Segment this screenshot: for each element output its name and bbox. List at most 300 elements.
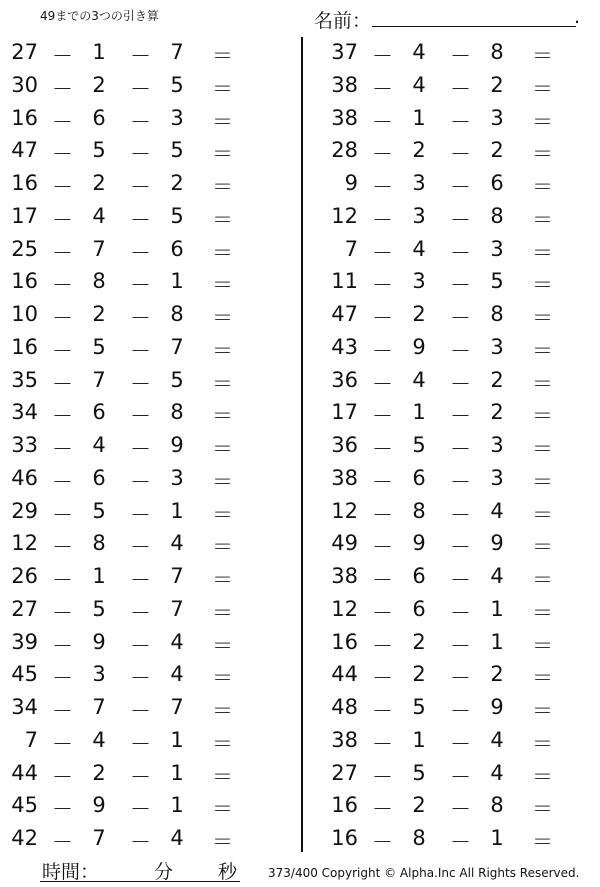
equals-sign: ＝ — [532, 142, 553, 167]
subtrahend-2: 4 — [170, 531, 184, 556]
subtrahend-2: 8 — [490, 203, 504, 228]
minuend: 35 — [11, 367, 38, 392]
minus-sign: － — [130, 404, 151, 429]
minuend: 44 — [11, 760, 38, 785]
minuend: 28 — [331, 138, 358, 163]
minus-sign: － — [130, 502, 151, 527]
problem-row — [0, 659, 270, 692]
minus-sign: － — [450, 404, 471, 429]
subtrahend-2: 2 — [490, 400, 504, 425]
equals-sign: ＝ — [212, 764, 233, 789]
minuend: 36 — [331, 367, 358, 392]
subtrahend-2: 4 — [490, 727, 504, 752]
minus-sign: － — [52, 633, 73, 658]
subtrahend-1: 3 — [412, 171, 426, 195]
minuend: 30 — [11, 72, 38, 97]
minus-sign: － — [372, 699, 393, 723]
minuend: 38 — [331, 465, 358, 490]
minus-sign: － — [130, 568, 151, 592]
subtrahend-2: 3 — [490, 433, 504, 457]
name-input-line[interactable] — [372, 26, 576, 27]
minus-sign: － — [52, 207, 73, 232]
minus-sign: － — [372, 142, 393, 167]
minus-sign: － — [52, 699, 73, 723]
subtrahend-1: 7 — [92, 826, 106, 850]
minus-sign: － — [372, 273, 393, 298]
minus-sign: － — [130, 830, 151, 854]
minuend: 37 — [331, 40, 358, 64]
minus-sign: － — [52, 273, 73, 298]
subtrahend-1: 2 — [412, 629, 426, 654]
subtrahend-1: 9 — [92, 793, 106, 818]
subtrahend-2: 2 — [490, 662, 504, 687]
minus-sign: － — [372, 600, 393, 625]
subtrahend-1: 9 — [412, 334, 426, 359]
equals-sign: ＝ — [212, 207, 233, 232]
minus-sign: － — [450, 437, 471, 461]
minus-sign: － — [450, 699, 471, 723]
minus-sign: － — [52, 502, 73, 527]
minus-sign: － — [130, 633, 151, 658]
minus-sign: － — [450, 371, 471, 396]
equals-sign: ＝ — [532, 207, 553, 232]
subtrahend-2: 3 — [490, 465, 504, 490]
minus-sign: － — [372, 371, 393, 396]
minuend: 38 — [331, 105, 358, 130]
subtrahend-2: 1 — [170, 269, 184, 294]
minuend: 46 — [11, 465, 38, 490]
problem-row — [320, 692, 590, 725]
minus-sign: － — [130, 142, 151, 167]
subtrahend-2: 8 — [490, 793, 504, 818]
subtrahend-1: 2 — [92, 760, 106, 785]
problem-row — [320, 430, 590, 463]
minus-sign: － — [450, 633, 471, 658]
minuend: 45 — [11, 662, 38, 687]
equals-sign: ＝ — [532, 273, 553, 298]
minus-sign: － — [52, 142, 73, 167]
minus-sign: － — [52, 600, 73, 625]
minuend: 27 — [11, 596, 38, 621]
equals-sign: ＝ — [532, 469, 553, 494]
equals-sign: ＝ — [212, 240, 233, 265]
subtrahend-2: 1 — [170, 760, 184, 785]
subtrahend-1: 7 — [92, 695, 106, 719]
minuend: 29 — [11, 498, 38, 523]
minuend: 10 — [11, 302, 38, 326]
subtrahend-1: 5 — [92, 334, 106, 359]
equals-sign: ＝ — [532, 502, 553, 527]
subtrahend-1: 5 — [92, 138, 106, 163]
subtrahend-2: 4 — [170, 826, 184, 850]
minus-sign: － — [130, 44, 151, 68]
subtrahend-1: 9 — [92, 629, 106, 654]
problem-row — [320, 234, 590, 267]
equals-sign: ＝ — [532, 437, 553, 461]
minus-sign: － — [450, 142, 471, 167]
minus-sign: － — [52, 44, 73, 68]
minus-sign: － — [52, 437, 73, 461]
equals-sign: ＝ — [532, 306, 553, 330]
minus-sign: － — [450, 666, 471, 691]
minuend: 34 — [11, 400, 38, 425]
column-divider — [301, 37, 303, 852]
right-problem-column — [320, 37, 590, 856]
minus-sign: － — [372, 830, 393, 854]
problem-row — [0, 430, 270, 463]
subtrahend-1: 5 — [412, 695, 426, 719]
minus-sign: － — [52, 175, 73, 199]
minus-sign: － — [450, 600, 471, 625]
minus-sign: － — [450, 207, 471, 232]
minuend: 25 — [11, 236, 38, 261]
minus-sign: － — [52, 535, 73, 560]
subtrahend-1: 2 — [92, 171, 106, 195]
minus-sign: － — [52, 76, 73, 101]
minuend: 27 — [11, 40, 38, 64]
problem-row — [320, 103, 590, 136]
subtrahend-1: 4 — [412, 367, 426, 392]
minus-sign: － — [130, 240, 151, 265]
minus-sign: － — [52, 830, 73, 854]
subtrahend-1: 2 — [412, 793, 426, 818]
minus-sign: － — [372, 404, 393, 429]
problem-row — [0, 266, 270, 299]
problem-row — [0, 528, 270, 561]
problem-row — [0, 70, 270, 103]
minus-sign: － — [52, 338, 73, 363]
minus-sign: － — [372, 731, 393, 756]
minus-sign: － — [130, 76, 151, 101]
minuend: 36 — [331, 433, 358, 457]
subtrahend-1: 3 — [412, 269, 426, 294]
minus-sign: － — [52, 371, 73, 396]
problem-row — [0, 299, 270, 332]
equals-sign: ＝ — [212, 699, 233, 723]
subtrahend-1: 4 — [412, 40, 426, 64]
equals-sign: ＝ — [212, 633, 233, 658]
left-problem-column — [0, 37, 270, 856]
minuend: 11 — [331, 269, 358, 294]
subtrahend-2: 4 — [170, 629, 184, 654]
subtrahend-2: 1 — [490, 629, 504, 654]
problem-row — [0, 725, 270, 758]
minus-sign: － — [450, 568, 471, 592]
minus-sign: － — [372, 175, 393, 199]
minuend: 16 — [11, 171, 38, 195]
subtrahend-1: 4 — [92, 433, 106, 457]
subtrahend-2: 5 — [170, 138, 184, 163]
minuend: 17 — [331, 400, 358, 425]
minus-sign: － — [52, 764, 73, 789]
subtrahend-1: 1 — [92, 564, 106, 588]
equals-sign: ＝ — [532, 175, 553, 199]
subtrahend-2: 6 — [490, 171, 504, 195]
minus-sign: － — [372, 502, 393, 527]
name-line-dot: . — [574, 6, 581, 28]
problem-row — [0, 397, 270, 430]
subtrahend-1: 2 — [92, 302, 106, 326]
minus-sign: － — [372, 306, 393, 330]
problem-row — [320, 463, 590, 496]
minus-sign: － — [52, 306, 73, 330]
minuend: 12 — [11, 531, 38, 556]
minuend: 16 — [11, 334, 38, 359]
subtrahend-2: 4 — [490, 498, 504, 523]
minus-sign: － — [450, 240, 471, 265]
subtrahend-1: 6 — [412, 465, 426, 490]
problem-row — [0, 692, 270, 725]
problem-row — [320, 659, 590, 692]
equals-sign: ＝ — [532, 731, 553, 756]
equals-sign: ＝ — [212, 830, 233, 854]
minus-sign: － — [130, 371, 151, 396]
problem-row — [320, 365, 590, 398]
minus-sign: － — [372, 633, 393, 658]
minuend: 38 — [331, 72, 358, 97]
minuend: 27 — [331, 760, 358, 785]
equals-sign: ＝ — [212, 338, 233, 363]
problem-row — [0, 332, 270, 365]
equals-sign: ＝ — [212, 142, 233, 167]
subtrahend-2: 5 — [490, 269, 504, 294]
equals-sign: ＝ — [532, 764, 553, 789]
worksheet-title: 49までの3つの引き算 — [40, 9, 159, 23]
subtrahend-2: 2 — [170, 171, 184, 195]
subtrahend-2: 3 — [170, 105, 184, 130]
minus-sign: － — [130, 731, 151, 756]
problem-row — [320, 266, 590, 299]
equals-sign: ＝ — [212, 535, 233, 560]
subtrahend-2: 1 — [490, 826, 504, 850]
minus-sign: － — [450, 797, 471, 822]
subtrahend-2: 3 — [170, 465, 184, 490]
subtrahend-2: 7 — [170, 40, 184, 64]
problem-row — [320, 496, 590, 529]
equals-sign: ＝ — [532, 797, 553, 822]
problem-row — [320, 299, 590, 332]
minuend: 48 — [331, 695, 358, 719]
minuend: 12 — [331, 203, 358, 228]
minus-sign: － — [450, 535, 471, 560]
minus-sign: － — [450, 338, 471, 363]
minuend: 16 — [331, 793, 358, 818]
subtrahend-1: 6 — [92, 105, 106, 130]
minus-sign: － — [130, 338, 151, 363]
equals-sign: ＝ — [532, 371, 553, 396]
minus-sign: － — [372, 535, 393, 560]
minus-sign: － — [372, 338, 393, 363]
subtrahend-2: 6 — [170, 236, 184, 261]
minuend: 9 — [344, 171, 358, 195]
subtrahend-1: 5 — [412, 760, 426, 785]
minus-sign: － — [450, 273, 471, 298]
minus-sign: － — [130, 273, 151, 298]
problem-row — [320, 594, 590, 627]
subtrahend-2: 5 — [170, 367, 184, 392]
problem-row — [320, 823, 590, 856]
minus-sign: － — [372, 469, 393, 494]
equals-sign: ＝ — [212, 437, 233, 461]
minus-sign: － — [372, 568, 393, 592]
subtrahend-2: 1 — [170, 727, 184, 752]
minuend: 7 — [344, 236, 358, 261]
problem-row — [320, 790, 590, 823]
problem-row — [320, 70, 590, 103]
subtrahend-2: 2 — [490, 367, 504, 392]
problem-row — [320, 725, 590, 758]
equals-sign: ＝ — [212, 469, 233, 494]
equals-sign: ＝ — [532, 699, 553, 723]
equals-sign: ＝ — [532, 44, 553, 68]
subtrahend-1: 4 — [412, 72, 426, 97]
minus-sign: － — [52, 797, 73, 822]
subtrahend-1: 7 — [92, 367, 106, 392]
equals-sign: ＝ — [212, 109, 233, 134]
problem-row — [0, 594, 270, 627]
minuend: 34 — [11, 695, 38, 719]
minuend: 16 — [331, 826, 358, 850]
minus-sign: － — [130, 797, 151, 822]
timer-seconds-label: 秒 — [218, 861, 238, 883]
subtrahend-1: 2 — [92, 72, 106, 97]
equals-sign: ＝ — [212, 371, 233, 396]
equals-sign: ＝ — [532, 535, 553, 560]
subtrahend-2: 1 — [170, 793, 184, 818]
subtrahend-1: 9 — [412, 531, 426, 556]
subtrahend-2: 8 — [170, 302, 184, 326]
subtrahend-2: 7 — [170, 334, 184, 359]
problem-row — [0, 823, 270, 856]
subtrahend-1: 6 — [92, 465, 106, 490]
minus-sign: － — [372, 240, 393, 265]
minus-sign: － — [130, 600, 151, 625]
minuend: 47 — [11, 138, 38, 163]
minus-sign: － — [130, 437, 151, 461]
problem-row — [320, 528, 590, 561]
minuend: 17 — [11, 203, 38, 228]
problem-row — [0, 790, 270, 823]
minus-sign: － — [372, 797, 393, 822]
equals-sign: ＝ — [212, 797, 233, 822]
equals-sign: ＝ — [532, 240, 553, 265]
problem-row — [0, 201, 270, 234]
problem-row — [320, 135, 590, 168]
problem-row — [320, 332, 590, 365]
minus-sign: － — [372, 764, 393, 789]
minuend: 38 — [331, 727, 358, 752]
equals-sign: ＝ — [532, 404, 553, 429]
subtrahend-2: 7 — [170, 695, 184, 719]
subtrahend-2: 7 — [170, 564, 184, 588]
problem-row — [0, 365, 270, 398]
problem-row — [320, 168, 590, 201]
minuend: 12 — [331, 596, 358, 621]
minuend: 45 — [11, 793, 38, 818]
equals-sign: ＝ — [532, 109, 553, 134]
minus-sign: － — [130, 207, 151, 232]
problem-row — [0, 168, 270, 201]
subtrahend-2: 7 — [170, 596, 184, 621]
name-label: 名前： — [314, 10, 372, 32]
subtrahend-1: 8 — [92, 531, 106, 556]
subtrahend-2: 8 — [490, 302, 504, 326]
minus-sign: － — [130, 535, 151, 560]
subtrahend-1: 4 — [412, 236, 426, 261]
minus-sign: － — [52, 240, 73, 265]
minus-sign: － — [450, 830, 471, 854]
minus-sign: － — [372, 109, 393, 134]
subtrahend-2: 1 — [170, 498, 184, 523]
minus-sign: － — [130, 175, 151, 199]
minuend: 38 — [331, 564, 358, 588]
problem-row — [320, 201, 590, 234]
subtrahend-2: 4 — [490, 760, 504, 785]
equals-sign: ＝ — [212, 502, 233, 527]
minuend: 26 — [11, 564, 38, 588]
minus-sign: － — [450, 44, 471, 68]
problem-row — [320, 561, 590, 594]
equals-sign: ＝ — [532, 830, 553, 854]
equals-sign: ＝ — [212, 175, 233, 199]
equals-sign: ＝ — [212, 568, 233, 592]
equals-sign: ＝ — [212, 404, 233, 429]
equals-sign: ＝ — [212, 731, 233, 756]
problem-row — [0, 234, 270, 267]
subtrahend-1: 2 — [412, 302, 426, 326]
minus-sign: － — [130, 109, 151, 134]
subtrahend-1: 8 — [412, 498, 426, 523]
minuend: 16 — [331, 629, 358, 654]
subtrahend-1: 1 — [412, 105, 426, 130]
minus-sign: － — [130, 764, 151, 789]
equals-sign: ＝ — [212, 666, 233, 691]
problem-row — [320, 397, 590, 430]
subtrahend-2: 3 — [490, 236, 504, 261]
subtrahend-2: 9 — [490, 695, 504, 719]
minus-sign: － — [130, 306, 151, 330]
minuend: 12 — [331, 498, 358, 523]
minuend: 44 — [331, 662, 358, 687]
equals-sign: ＝ — [532, 666, 553, 691]
minus-sign: － — [372, 437, 393, 461]
subtrahend-1: 6 — [412, 596, 426, 621]
equals-sign: ＝ — [532, 633, 553, 658]
minuend: 42 — [11, 826, 38, 850]
subtrahend-2: 9 — [170, 433, 184, 457]
subtrahend-2: 8 — [170, 400, 184, 425]
minuend: 16 — [11, 269, 38, 294]
minus-sign: － — [372, 44, 393, 68]
subtrahend-2: 4 — [170, 662, 184, 687]
subtrahend-1: 4 — [92, 203, 106, 228]
problem-row — [0, 37, 270, 70]
subtrahend-1: 3 — [412, 203, 426, 228]
subtrahend-2: 8 — [490, 40, 504, 64]
subtrahend-1: 5 — [412, 433, 426, 457]
minus-sign: － — [450, 469, 471, 494]
copyright-footer: 373/400 Copyright © Alpha.Inc All Rights Reserved. — [268, 866, 580, 880]
subtrahend-2: 2 — [490, 138, 504, 163]
minus-sign: － — [52, 731, 73, 756]
minus-sign: － — [450, 764, 471, 789]
minuend: 16 — [11, 105, 38, 130]
minuend: 7 — [24, 727, 38, 752]
minus-sign: － — [450, 76, 471, 101]
equals-sign: ＝ — [532, 76, 553, 101]
problem-row — [320, 627, 590, 660]
minus-sign: － — [130, 469, 151, 494]
